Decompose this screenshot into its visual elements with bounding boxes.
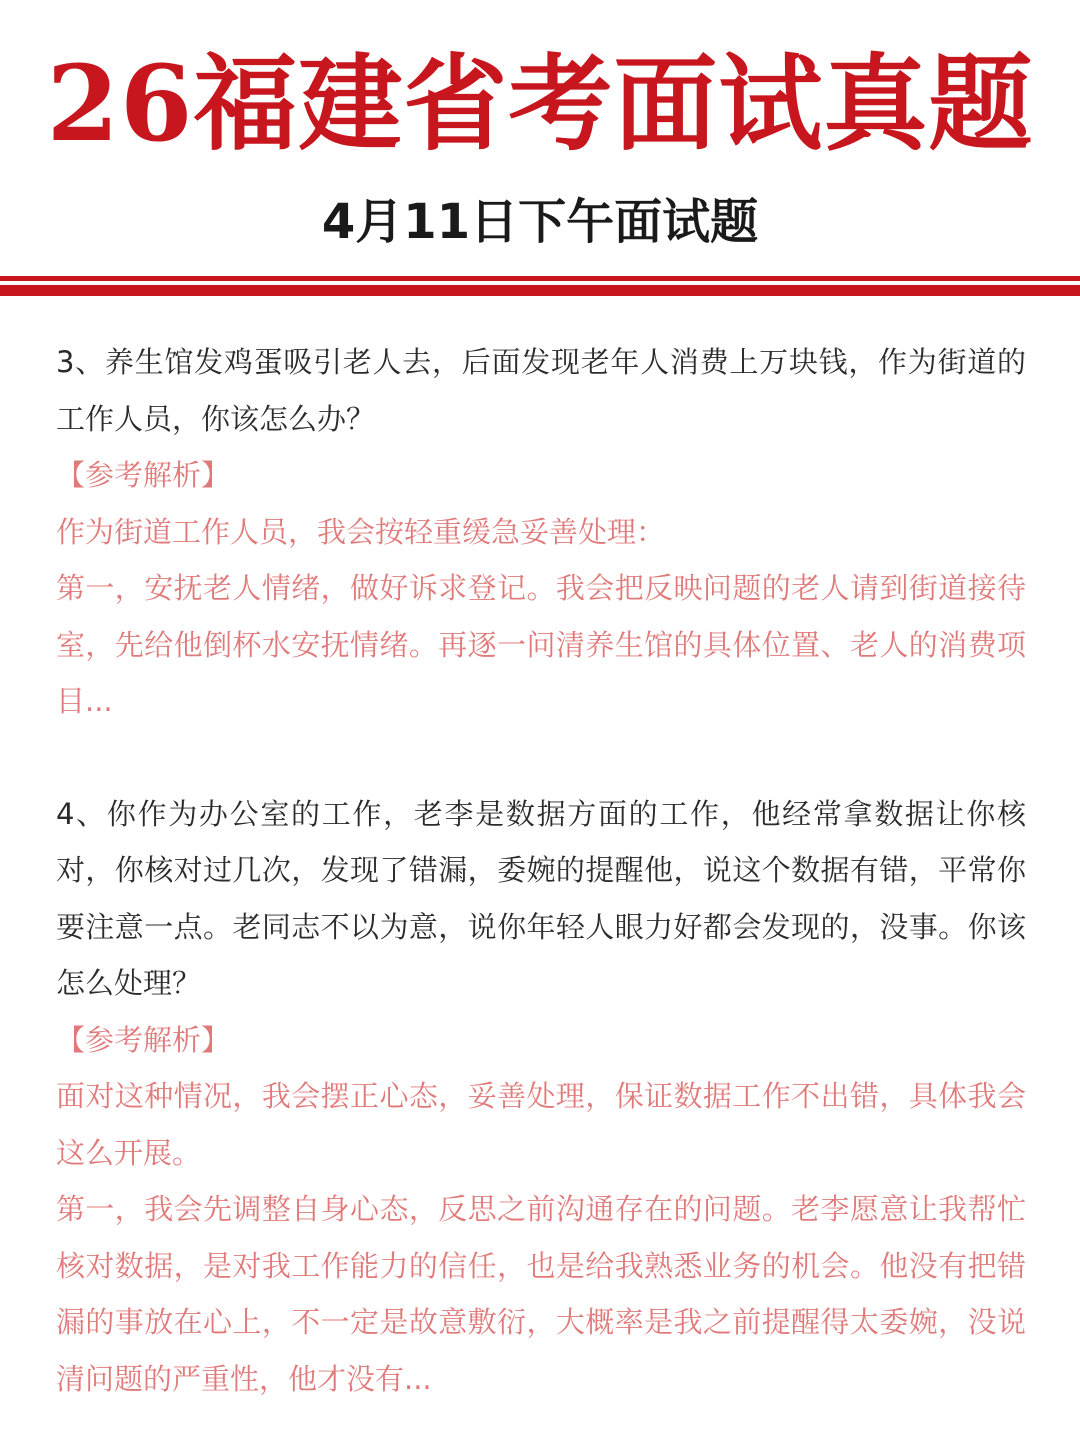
page-title: 26福建省考面试真题 [46,42,1034,165]
content [56,334,1026,1407]
section-spacer [56,730,1026,786]
answer-paragraph: 第一，我会先调整自身心态，反思之前沟通存在的问题。老李愿意让我帮忙核对数据，是对我工作能力的信任，也是给我熟悉业务的机会。他没有把错漏的事放在心上，不一定是故意敷衍，大概率是我之前提醒得太委婉，没说清问题的严重性，他才没有... [56,1192,1026,1396]
divider-thick [0,285,1080,296]
answer-paragraph: 面对这种情况，我会摆正心态，妥善处理，保证数据工作不出错，具体我会这么开展。 [56,1079,1026,1170]
divider-thin [0,276,1080,281]
question-text: 3、养生馆发鸡蛋吸引老人去，后面发现老年人消费上万块钱，作为街道的工作人员，你该怎么办？ [56,345,1026,436]
question-text: 4、你作为办公室的工作，老李是数据方面的工作，他经常拿数据让你核对，你核对过几次，发现了错漏，委婉的提醒他，说这个数据有错，平常你要注意一点。老同志不以为意，说你年轻人眼力好都会发现的，没事。你该怎么处理？ [56,796,1026,1000]
question-block-4 [56,786,1026,1408]
question-block-3 [56,334,1026,730]
page-subtitle: 4月11日下午面试题 [321,194,759,250]
answer-label: 【参考解析】 [56,1022,231,1057]
answer-label: 【参考解析】 [56,458,231,492]
answer-paragraph: 作为街道工作人员，我会按轻重缓急妥善处理： [56,514,666,549]
answer-paragraph: 第一，安抚老人情绪，做好诉求登记。我会把反映问题的老人请到街道接待室，先给他倒杯水安抚情绪。再逐一问清养生馆的具体位置、老人的消费项目... [56,571,1026,718]
